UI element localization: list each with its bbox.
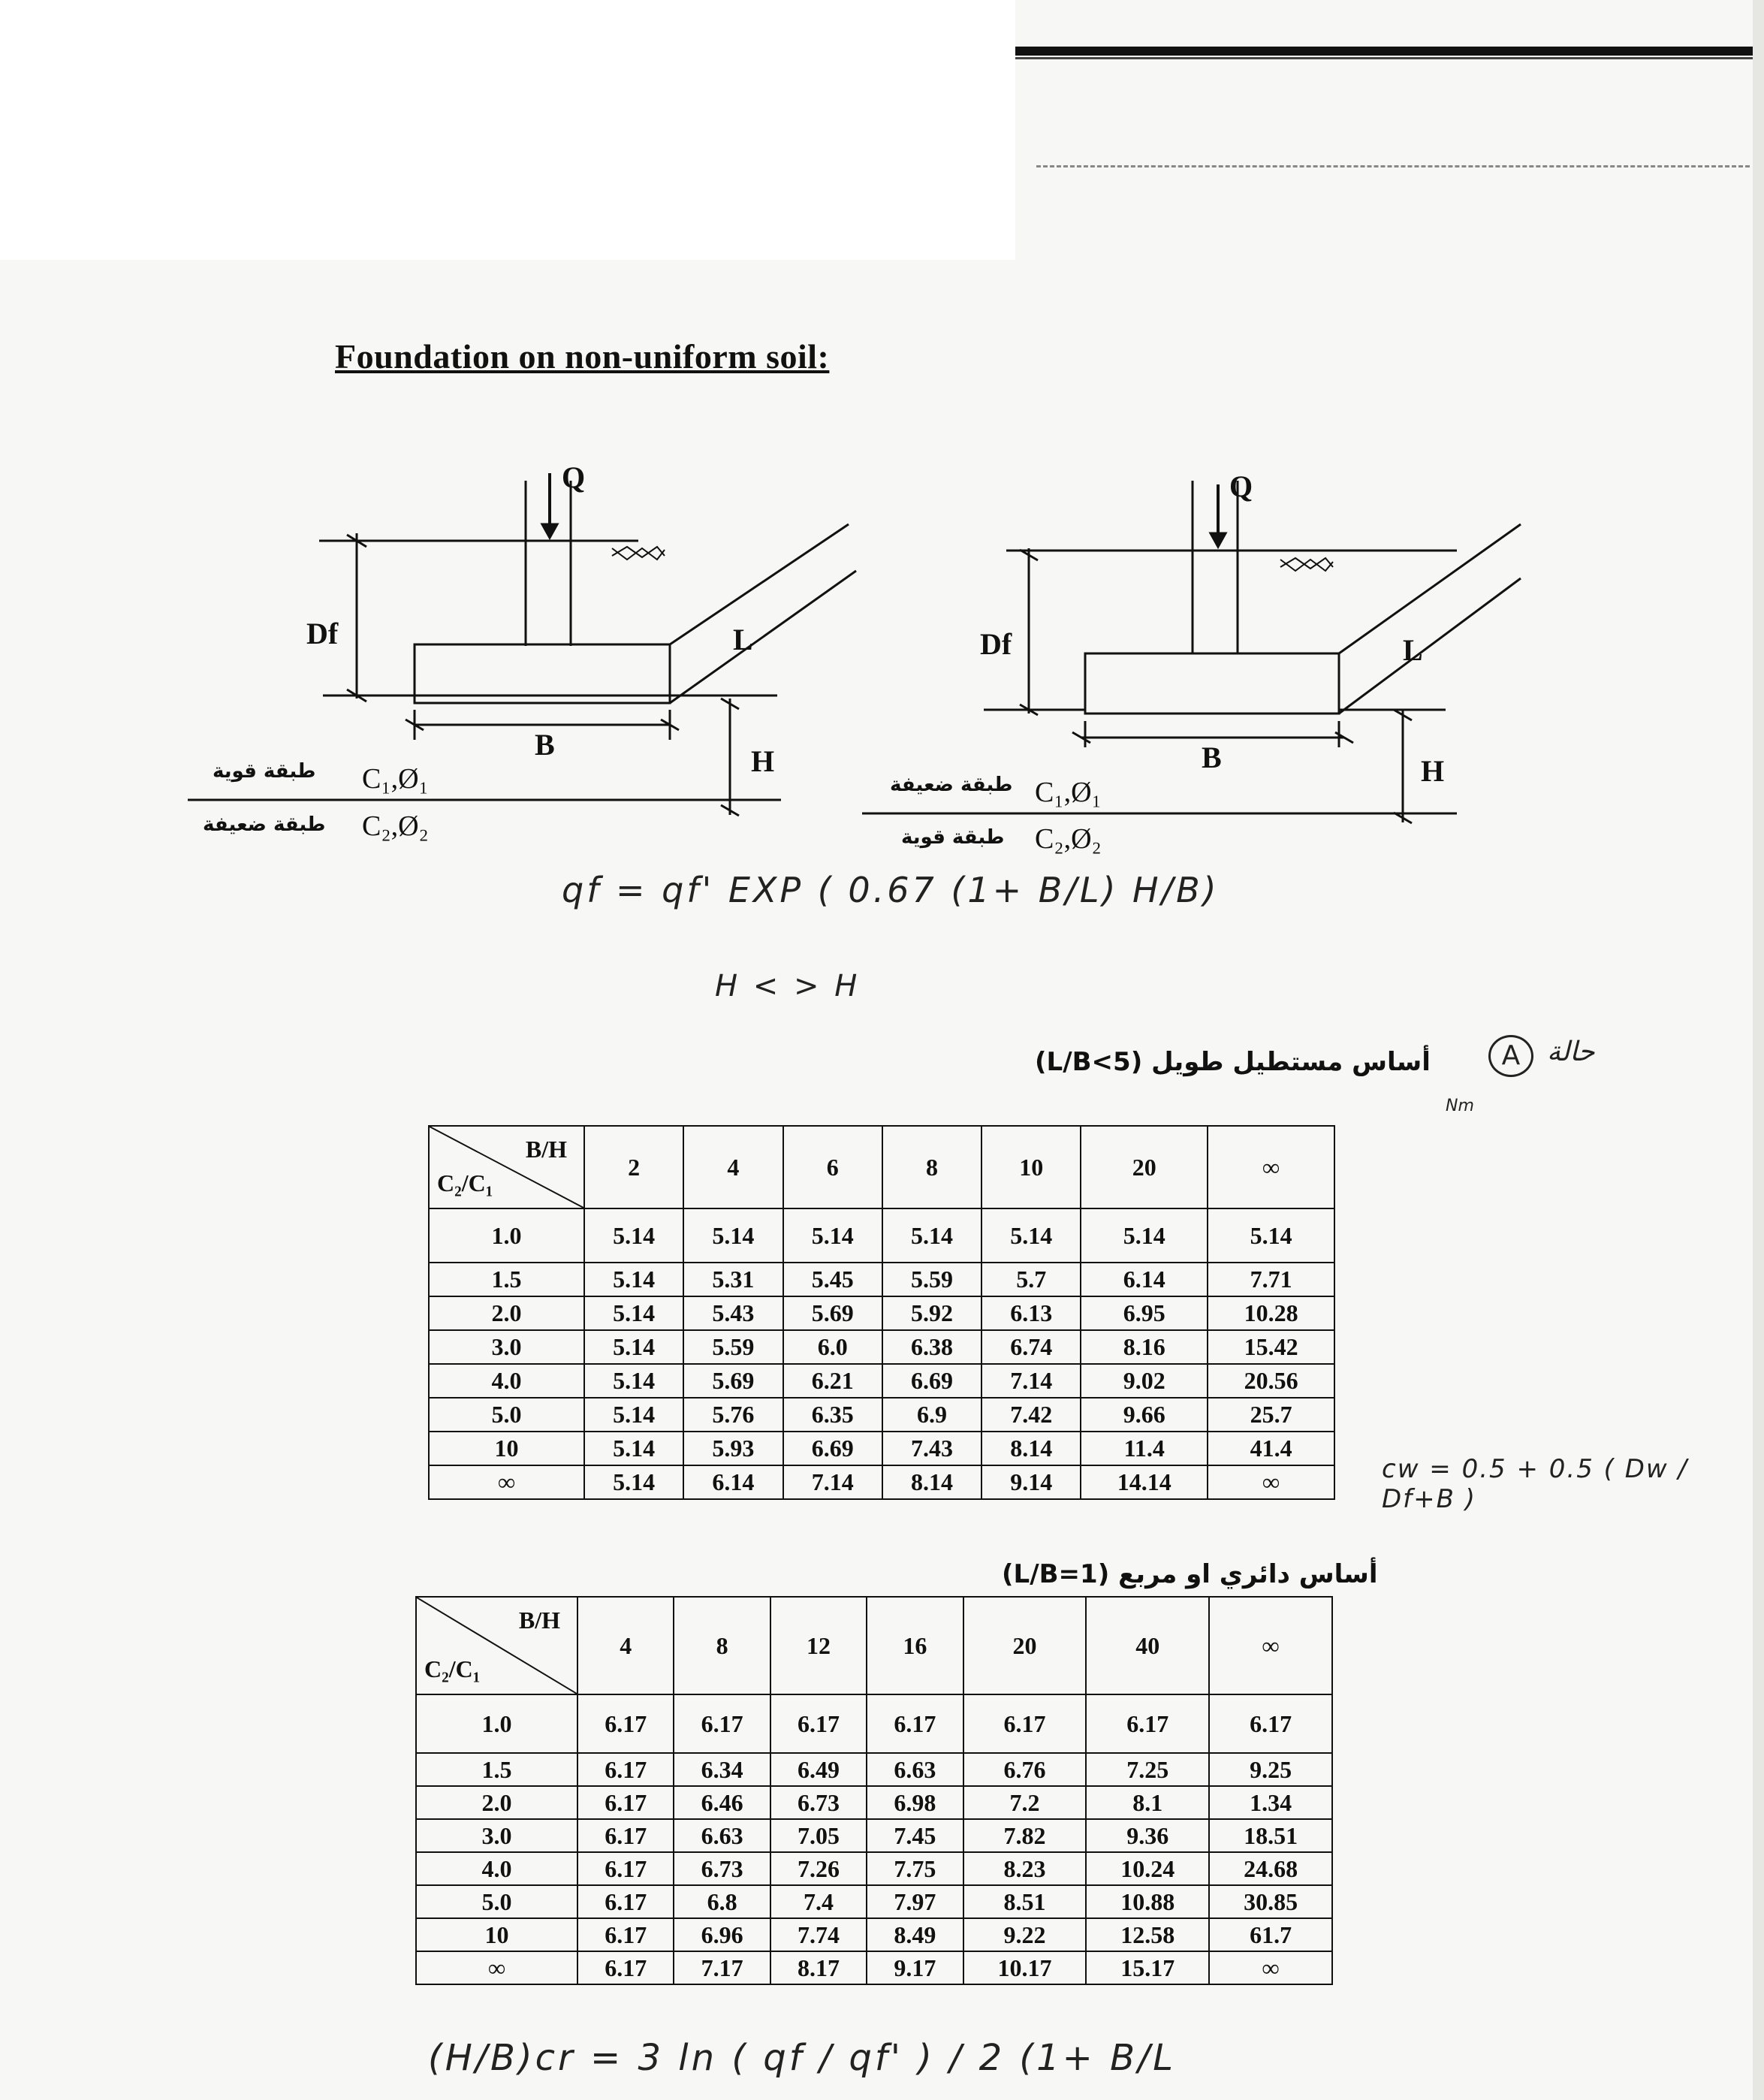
table-cell: 6.73 <box>674 1852 770 1885</box>
table1-col-header: 10 <box>982 1126 1081 1208</box>
table-row <box>416 1694 1332 1753</box>
table-cell: 5.14 <box>982 1208 1081 1263</box>
row-label: ∞ <box>416 1951 577 1984</box>
table-cell: 5.76 <box>683 1398 782 1432</box>
page-title: Foundation on non-uniform soil: <box>335 337 830 376</box>
handwritten-case-label: حالة <box>1547 1036 1595 1067</box>
table-cell: 8.1 <box>1086 1786 1209 1819</box>
table-cell: 5.14 <box>584 1364 683 1398</box>
table-row <box>429 1398 1334 1432</box>
length-label-right: L <box>1403 633 1423 667</box>
table-cell: 5.7 <box>982 1263 1081 1296</box>
table2-corner-bottom: C₂/C₁ <box>424 1655 481 1682</box>
table-cell: 6.17 <box>577 1885 674 1918</box>
table-cell: 6.14 <box>1081 1263 1208 1296</box>
table-cell: 7.71 <box>1208 1263 1334 1296</box>
layer-top-params-left: C₁,Ø₁ <box>362 763 429 795</box>
table-cell: 9.22 <box>963 1918 1087 1951</box>
table-cell: 15.17 <box>1086 1951 1209 1984</box>
row-label: 10 <box>416 1918 577 1951</box>
table1-corner-top: B/H <box>525 1136 567 1163</box>
row-label: 3.0 <box>416 1819 577 1852</box>
table-cell: 6.17 <box>1086 1694 1209 1753</box>
table1-col-header: ∞ <box>1208 1126 1334 1208</box>
load-label-right: Q <box>1229 469 1253 503</box>
table-cell: 5.14 <box>584 1263 683 1296</box>
table-cell: 6.17 <box>867 1694 963 1753</box>
table-cell: 6.17 <box>770 1694 867 1753</box>
width-label-right: B <box>1202 741 1222 774</box>
length-label-left: L <box>733 623 753 656</box>
table-cell: 7.42 <box>982 1398 1081 1432</box>
table2-corner-cell <box>416 1597 577 1694</box>
table-cell: 10.88 <box>1086 1885 1209 1918</box>
table2-col-header: 8 <box>674 1597 770 1694</box>
table-cell: 1.34 <box>1209 1786 1332 1819</box>
table-cell: 5.14 <box>584 1296 683 1330</box>
table-cell: 5.14 <box>584 1432 683 1465</box>
table-cell: 6.17 <box>963 1694 1087 1753</box>
layer-bottom-params-right: C₂,Ø₂ <box>1035 823 1102 855</box>
thickness-label-right: H <box>1421 754 1445 788</box>
table-cell: 6.17 <box>577 1918 674 1951</box>
row-label: 5.0 <box>429 1398 584 1432</box>
table1 <box>428 1125 1335 1500</box>
width-label-left: B <box>535 728 555 762</box>
table-row <box>429 1432 1334 1465</box>
table2-col-header: 40 <box>1086 1597 1209 1694</box>
table-cell: 30.85 <box>1209 1885 1332 1918</box>
table-cell: 7.2 <box>963 1786 1087 1819</box>
table-cell: 6.69 <box>882 1364 982 1398</box>
table-cell: 6.17 <box>577 1852 674 1885</box>
table-cell: 6.9 <box>882 1398 982 1432</box>
table-cell: 5.45 <box>783 1263 882 1296</box>
table-cell: 5.59 <box>882 1263 982 1296</box>
table-cell: 8.16 <box>1081 1330 1208 1364</box>
table-cell: 6.17 <box>577 1951 674 1984</box>
table-cell: 8.14 <box>882 1465 982 1499</box>
table-cell: 5.43 <box>683 1296 782 1330</box>
table-cell: 25.7 <box>1208 1398 1334 1432</box>
table-cell: 9.02 <box>1081 1364 1208 1398</box>
table1-col-header: 2 <box>584 1126 683 1208</box>
handwritten-formula-critical: (H/B)cr = 3 ln ( qf / qf' ) / 2 (1+ B/L <box>428 2037 1176 2079</box>
table-cell: 6.17 <box>577 1753 674 1786</box>
table-cell: 7.43 <box>882 1432 982 1465</box>
table-cell: 10.17 <box>963 1951 1087 1984</box>
table1-header-row <box>429 1126 1334 1208</box>
table-cell: 41.4 <box>1208 1432 1334 1465</box>
table-cell: 9.36 <box>1086 1819 1209 1852</box>
table-cell: 8.17 <box>770 1951 867 1984</box>
table-cell: 6.74 <box>982 1330 1081 1364</box>
table-cell: 6.17 <box>577 1694 674 1753</box>
table-cell: 6.63 <box>867 1753 963 1786</box>
table2-col-header: 4 <box>577 1597 674 1694</box>
table-cell: 5.14 <box>882 1208 982 1263</box>
table-cell: 6.38 <box>882 1330 982 1364</box>
table-cell: 5.14 <box>584 1330 683 1364</box>
table-cell: 7.4 <box>770 1885 867 1918</box>
table-cell: 9.14 <box>982 1465 1081 1499</box>
table-cell: 18.51 <box>1209 1819 1332 1852</box>
table-cell: 5.31 <box>683 1263 782 1296</box>
table-cell: 5.92 <box>882 1296 982 1330</box>
table2-corner-top: B/H <box>518 1607 560 1634</box>
layer-bottom-label-right: طبقة قوية <box>901 826 1005 849</box>
table-row <box>429 1465 1334 1499</box>
table-cell: 6.73 <box>770 1786 867 1819</box>
row-label: 3.0 <box>429 1330 584 1364</box>
row-label: 4.0 <box>429 1364 584 1398</box>
table-cell: ∞ <box>1209 1951 1332 1984</box>
table-row <box>416 1819 1332 1852</box>
table-row <box>429 1364 1334 1398</box>
depth-label-left: Df <box>306 617 339 650</box>
table-cell: 6.76 <box>963 1753 1087 1786</box>
table-cell: 5.14 <box>783 1208 882 1263</box>
table1-caption: أساس مستطيل طويل (L/B<5) <box>1035 1047 1431 1077</box>
table-cell: 10.28 <box>1208 1296 1334 1330</box>
handwritten-case-letter: A <box>1488 1035 1533 1077</box>
table-cell: 6.98 <box>867 1786 963 1819</box>
table-cell: 6.69 <box>783 1432 882 1465</box>
load-label-left: Q <box>562 460 586 494</box>
table-cell: ∞ <box>1208 1465 1334 1499</box>
table2-col-header: 12 <box>770 1597 867 1694</box>
table2-header-row <box>416 1597 1332 1694</box>
table1-col-header: 8 <box>882 1126 982 1208</box>
row-label: 1.5 <box>429 1263 584 1296</box>
table1-col-header: 4 <box>683 1126 782 1208</box>
table-cell: 7.14 <box>783 1465 882 1499</box>
table-cell: 6.8 <box>674 1885 770 1918</box>
table-cell: 20.56 <box>1208 1364 1334 1398</box>
table-cell: 8.23 <box>963 1852 1087 1885</box>
table-cell: 6.0 <box>783 1330 882 1364</box>
table-row <box>416 1951 1332 1984</box>
table-row <box>429 1208 1334 1263</box>
table-cell: 9.17 <box>867 1951 963 1984</box>
table-cell: 5.14 <box>584 1398 683 1432</box>
table-cell: 5.59 <box>683 1330 782 1364</box>
row-label: 1.0 <box>416 1694 577 1753</box>
row-label: 1.0 <box>429 1208 584 1263</box>
table-cell: 5.14 <box>1208 1208 1334 1263</box>
table1-corner-bottom: C₂/C₁ <box>437 1169 493 1196</box>
table-cell: 9.25 <box>1209 1753 1332 1786</box>
table-cell: 6.46 <box>674 1786 770 1819</box>
table-cell: 9.66 <box>1081 1398 1208 1432</box>
table-cell: 24.68 <box>1209 1852 1332 1885</box>
table-cell: 10.24 <box>1086 1852 1209 1885</box>
table-cell: 5.14 <box>584 1208 683 1263</box>
table-cell: 6.13 <box>982 1296 1081 1330</box>
handwritten-formula-exp: qf = qf' EXP ( 0.67 (1+ B/L) H/B) <box>562 870 1220 910</box>
table-cell: 11.4 <box>1081 1432 1208 1465</box>
row-label: 1.5 <box>416 1753 577 1786</box>
thickness-label-left: H <box>751 744 775 778</box>
table2-col-header: 16 <box>867 1597 963 1694</box>
table-row <box>429 1296 1334 1330</box>
table-cell: 8.14 <box>982 1432 1081 1465</box>
row-label: ∞ <box>429 1465 584 1499</box>
table-cell: 6.21 <box>783 1364 882 1398</box>
table-cell: 5.14 <box>584 1465 683 1499</box>
table-cell: 6.17 <box>577 1819 674 1852</box>
table-cell: 7.14 <box>982 1364 1081 1398</box>
depth-label-right: Df <box>980 627 1012 661</box>
table-cell: 7.74 <box>770 1918 867 1951</box>
table-cell: 6.95 <box>1081 1296 1208 1330</box>
table-cell: 5.14 <box>683 1208 782 1263</box>
layer-top-params-right: C₁,Ø₁ <box>1035 777 1102 808</box>
table-cell: 8.51 <box>963 1885 1087 1918</box>
table1-corner-cell <box>429 1126 584 1208</box>
table-row <box>416 1852 1332 1885</box>
table-cell: 7.25 <box>1086 1753 1209 1786</box>
table-cell: 7.82 <box>963 1819 1087 1852</box>
table-cell: 7.26 <box>770 1852 867 1885</box>
table-row <box>416 1753 1332 1786</box>
row-label: 10 <box>429 1432 584 1465</box>
layer-top-label-left: طبقة قوية <box>213 760 316 783</box>
table-row <box>429 1263 1334 1296</box>
table-row <box>429 1330 1334 1364</box>
table-cell: 6.17 <box>1209 1694 1332 1753</box>
layer-bottom-label-left: طبقة ضعيفة <box>203 813 326 836</box>
table-cell: 7.05 <box>770 1819 867 1852</box>
handwritten-small-note: Nm <box>1446 1097 1474 1115</box>
table-cell: 6.17 <box>577 1786 674 1819</box>
table-cell: 12.58 <box>1086 1918 1209 1951</box>
table-cell: 7.75 <box>867 1852 963 1885</box>
table2-col-header: ∞ <box>1209 1597 1332 1694</box>
table-cell: 5.14 <box>1081 1208 1208 1263</box>
table-cell: 14.14 <box>1081 1465 1208 1499</box>
table-row <box>416 1885 1332 1918</box>
row-label: 5.0 <box>416 1885 577 1918</box>
table2-col-header: 20 <box>963 1597 1087 1694</box>
layer-top-label-right: طبقة ضعيفة <box>890 774 1013 796</box>
row-label: 2.0 <box>416 1786 577 1819</box>
table-row <box>416 1918 1332 1951</box>
table-cell: 61.7 <box>1209 1918 1332 1951</box>
table-cell: 7.97 <box>867 1885 963 1918</box>
table-cell: 6.96 <box>674 1918 770 1951</box>
table-cell: 6.17 <box>674 1694 770 1753</box>
table-cell: 7.45 <box>867 1819 963 1852</box>
layer-bottom-params-left: C₂,Ø₂ <box>362 810 429 842</box>
table1-col-header: 20 <box>1081 1126 1208 1208</box>
row-label: 4.0 <box>416 1852 577 1885</box>
handwritten-formula-cw: cw = 0.5 + 0.5 ( Dw / Df+B ) <box>1382 1454 1688 1514</box>
table2 <box>415 1596 1333 1985</box>
handwritten-note: H < > H <box>715 969 861 1003</box>
row-label: 2.0 <box>429 1296 584 1330</box>
table2-caption: أساس دائري او مربع (L/B=1) <box>1002 1559 1378 1589</box>
table-cell: 5.93 <box>683 1432 782 1465</box>
table-cell: 6.49 <box>770 1753 867 1786</box>
table1-col-header: 6 <box>783 1126 882 1208</box>
table-row <box>416 1786 1332 1819</box>
table-cell: 6.34 <box>674 1753 770 1786</box>
table-cell: 6.35 <box>783 1398 882 1432</box>
table-cell: 6.63 <box>674 1819 770 1852</box>
table-cell: 6.14 <box>683 1465 782 1499</box>
table-cell: 7.17 <box>674 1951 770 1984</box>
table-cell: 5.69 <box>683 1364 782 1398</box>
table-cell: 5.69 <box>783 1296 882 1330</box>
table-cell: 8.49 <box>867 1918 963 1951</box>
table-cell: 15.42 <box>1208 1330 1334 1364</box>
